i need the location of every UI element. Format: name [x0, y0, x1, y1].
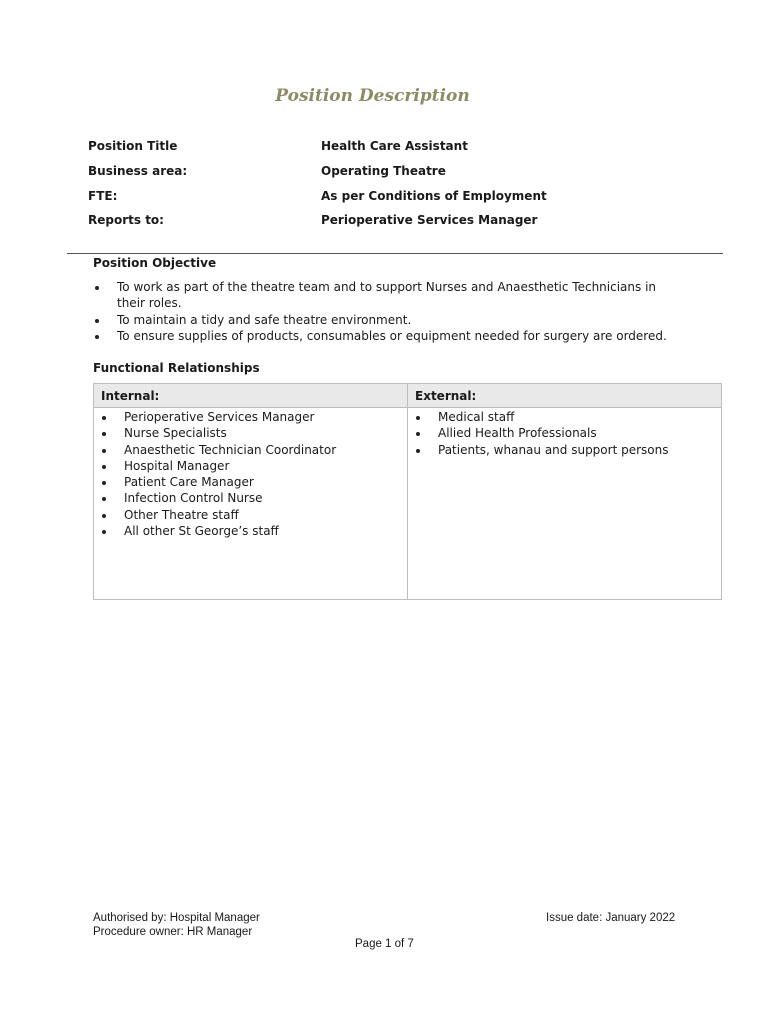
info-label: Reports to:: [88, 213, 164, 227]
list-item: Perioperative Services Manager: [100, 409, 407, 425]
list-item: To ensure supplies of products, consumables or equipment needed for surgery are ordered.: [93, 328, 683, 344]
info-value: Operating Theatre: [321, 164, 446, 178]
relationships-table: [93, 383, 722, 600]
info-value: As per Conditions of Employment: [321, 189, 547, 203]
info-label: FTE:: [88, 189, 118, 203]
info-value: Perioperative Services Manager: [321, 213, 538, 227]
page-number: Page 1 of 7: [355, 938, 414, 950]
external-column: [408, 384, 721, 599]
list-item: Patient Care Manager: [100, 474, 407, 490]
list-item: Anaesthetic Technician Coordinator: [100, 442, 407, 458]
list-item: Medical staff: [414, 409, 721, 425]
position-objective-heading: Position Objective: [93, 256, 217, 270]
list-item: Allied Health Professionals: [414, 425, 721, 441]
external-header: External:: [408, 384, 721, 408]
functional-relationships-heading: Functional Relationships: [93, 361, 260, 375]
internal-header: Internal:: [94, 384, 407, 408]
document-title: Position Description: [275, 86, 470, 106]
list-item: Other Theatre staff: [100, 507, 407, 523]
list-item: Infection Control Nurse: [100, 490, 407, 506]
list-item: Hospital Manager: [100, 458, 407, 474]
list-item: Nurse Specialists: [100, 425, 407, 441]
external-list: [414, 409, 721, 458]
footer-issue-date: Issue date: January 2022: [546, 912, 676, 924]
list-item: To work as part of the theatre team and to support Nurses and Anaesthetic Technicians in their roles.: [93, 279, 683, 312]
list-item: To maintain a tidy and safe theatre environment.: [93, 312, 683, 328]
info-label: Business area:: [88, 164, 188, 178]
info-label: Position Title: [88, 139, 178, 153]
section-divider: [67, 253, 723, 254]
internal-column: [94, 384, 408, 599]
info-value: Health Care Assistant: [321, 139, 468, 153]
list-item: Patients, whanau and support persons: [414, 442, 721, 458]
list-item: All other St George’s staff: [100, 523, 407, 539]
footer-authorised-by: Authorised by: Hospital Manager: [93, 912, 260, 924]
footer-procedure-owner: Procedure owner: HR Manager: [93, 926, 253, 938]
internal-list: [100, 409, 407, 539]
objective-list: [93, 279, 683, 344]
